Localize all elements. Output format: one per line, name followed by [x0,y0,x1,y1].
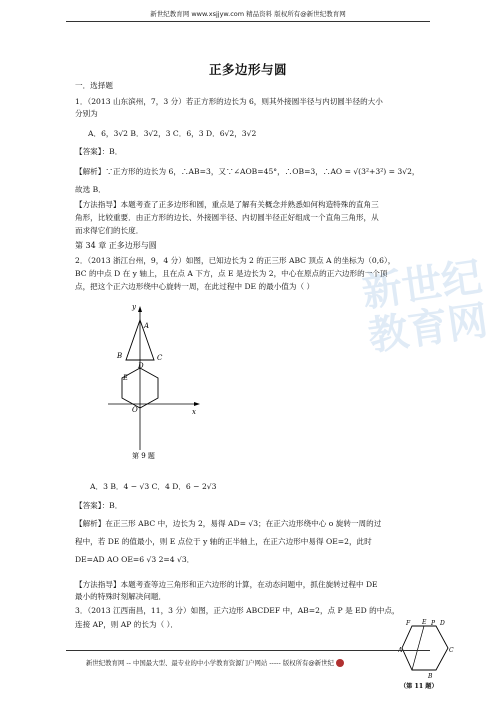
hex-e-label: E [422,619,427,626]
header-divider [66,21,430,22]
page-footer [86,658,344,667]
q2-stem-line3: 点，把这个正六边形绕中心旋转一周，在此过程中 DE 的最小值为（ ） [75,282,315,291]
page-title: 正多边形与圆 [208,62,287,77]
hex-d-label: D [440,620,445,627]
q2-analysis-line1: 【解析】在正三形 ABC 中，边长为 2，易得 AD= √3；在正六边形绕中心 o 旋转一周的过 [75,519,382,528]
q1-answer: 【答案】：B． [75,147,123,156]
q2-tip-line2: 最小的特殊时刻解决问题． [75,592,167,601]
point-d-label: D [138,362,144,370]
q2-stem-line2: BC 的中点 D 在 y 轴上，且在点 A 下方，点 E 是边长为 2，中心在原点的正六边形的一个顶 [75,269,388,278]
page-header: 新世纪教育网 www.xsjjyw.com 精品资料 版权所有@新世纪教育网 [150,10,346,18]
q3-stem-line2: 连接 AP，则 AP 的长为（ ）． [75,620,178,629]
q1-options: A．6，3√2 B．3√2，3 C．6，3 D．6√2，3√2 [88,129,257,138]
logo-icon [336,659,344,667]
y-axis-label: y [132,303,136,311]
point-e-label: E [123,374,129,382]
hex-b-label: B [428,673,433,680]
q2-figure-caption: 第 9 题 [132,452,155,460]
x-axis-label: x [192,408,196,416]
q2-tip-line1: 【方法指导】本题考查等边三角形和正六边形的计算，在动态问题中，抓住旋转过程中 DE [75,580,378,589]
origin-label: O [132,406,138,414]
q3-figure [398,618,456,690]
q1-tip-line1: 【方法指导】本题考查了正多边形和圆，重点是了解有关概念并熟悉如何构造特殊的直角三 [75,200,379,209]
hex-f-label: F [406,620,411,627]
hex-p-label: P [431,620,436,627]
q1-stem-line1: 1．（2013 山东滨州，7，3 分）若正方形的边长为 6，则其外接圆半径与内切圆半径的大小 [75,97,383,106]
point-a-label: A [144,322,150,330]
q3-stem-line1: 3．（2013 江西南昌，11，3 分）如图，正六边形 ABCDEF 中，AB=2，点 P 是 ED 的中点， [75,606,400,615]
q1-analysis-line1: 【解析】∵正方形的边长为 6，∴AB=3，又∵∠AOB=45°，∴OB=3，∴AO = √(3²+3²) = 3√2， [75,167,420,176]
q2-options: A．3 B．4 − √3 C．4 D．6 − 2√3 [90,482,217,491]
q1-analysis-line2: 故选 B． [75,185,106,194]
watermark: 新世纪教育网 [359,254,491,360]
hex-c-label: C [449,647,454,654]
chapter-heading: 第 34 章 正多边形与圆 [75,241,157,250]
q2-answer: 【答案】：B． [75,501,123,510]
q2-stem-line1: 2．（2013 浙江台州，9，4 分）如图，已知边长为 2 的正三形 ABC 顶点 A 的坐标为（0,6）， [75,256,396,265]
point-b-label: B [117,352,123,360]
footer-text: 新世纪教育网 -- 中国最大型、最专业的中小学教育资源门户网站 ----- 版权所有@新世纪 [86,659,334,667]
q3-figure-caption: （第 11 题） [400,683,438,690]
q1-stem-line2: 分别为 [75,109,98,118]
q2-figure [108,300,208,470]
footer-divider [66,650,430,651]
point-c-label: C [157,354,163,362]
q2-analysis-line2: 程中，若 DE 的值最小，则 E 点位于 y 轴的正半轴上，在正六边形中易得 OE=2，此时 [75,537,372,546]
hex-a-label: A [398,647,403,654]
q1-tip-line3: 而求得它们的长度． [75,226,144,235]
q1-tip-line2: 角形，比较重要．由正方形的边长、外接圆半径、内切圆半径正好组成一个直角三角形，从 [75,213,379,222]
q2-analysis-line3: DE=AD AO OE=6 √3 2=4 √3． [75,555,195,564]
section-heading: 一．选择题 [75,81,113,90]
